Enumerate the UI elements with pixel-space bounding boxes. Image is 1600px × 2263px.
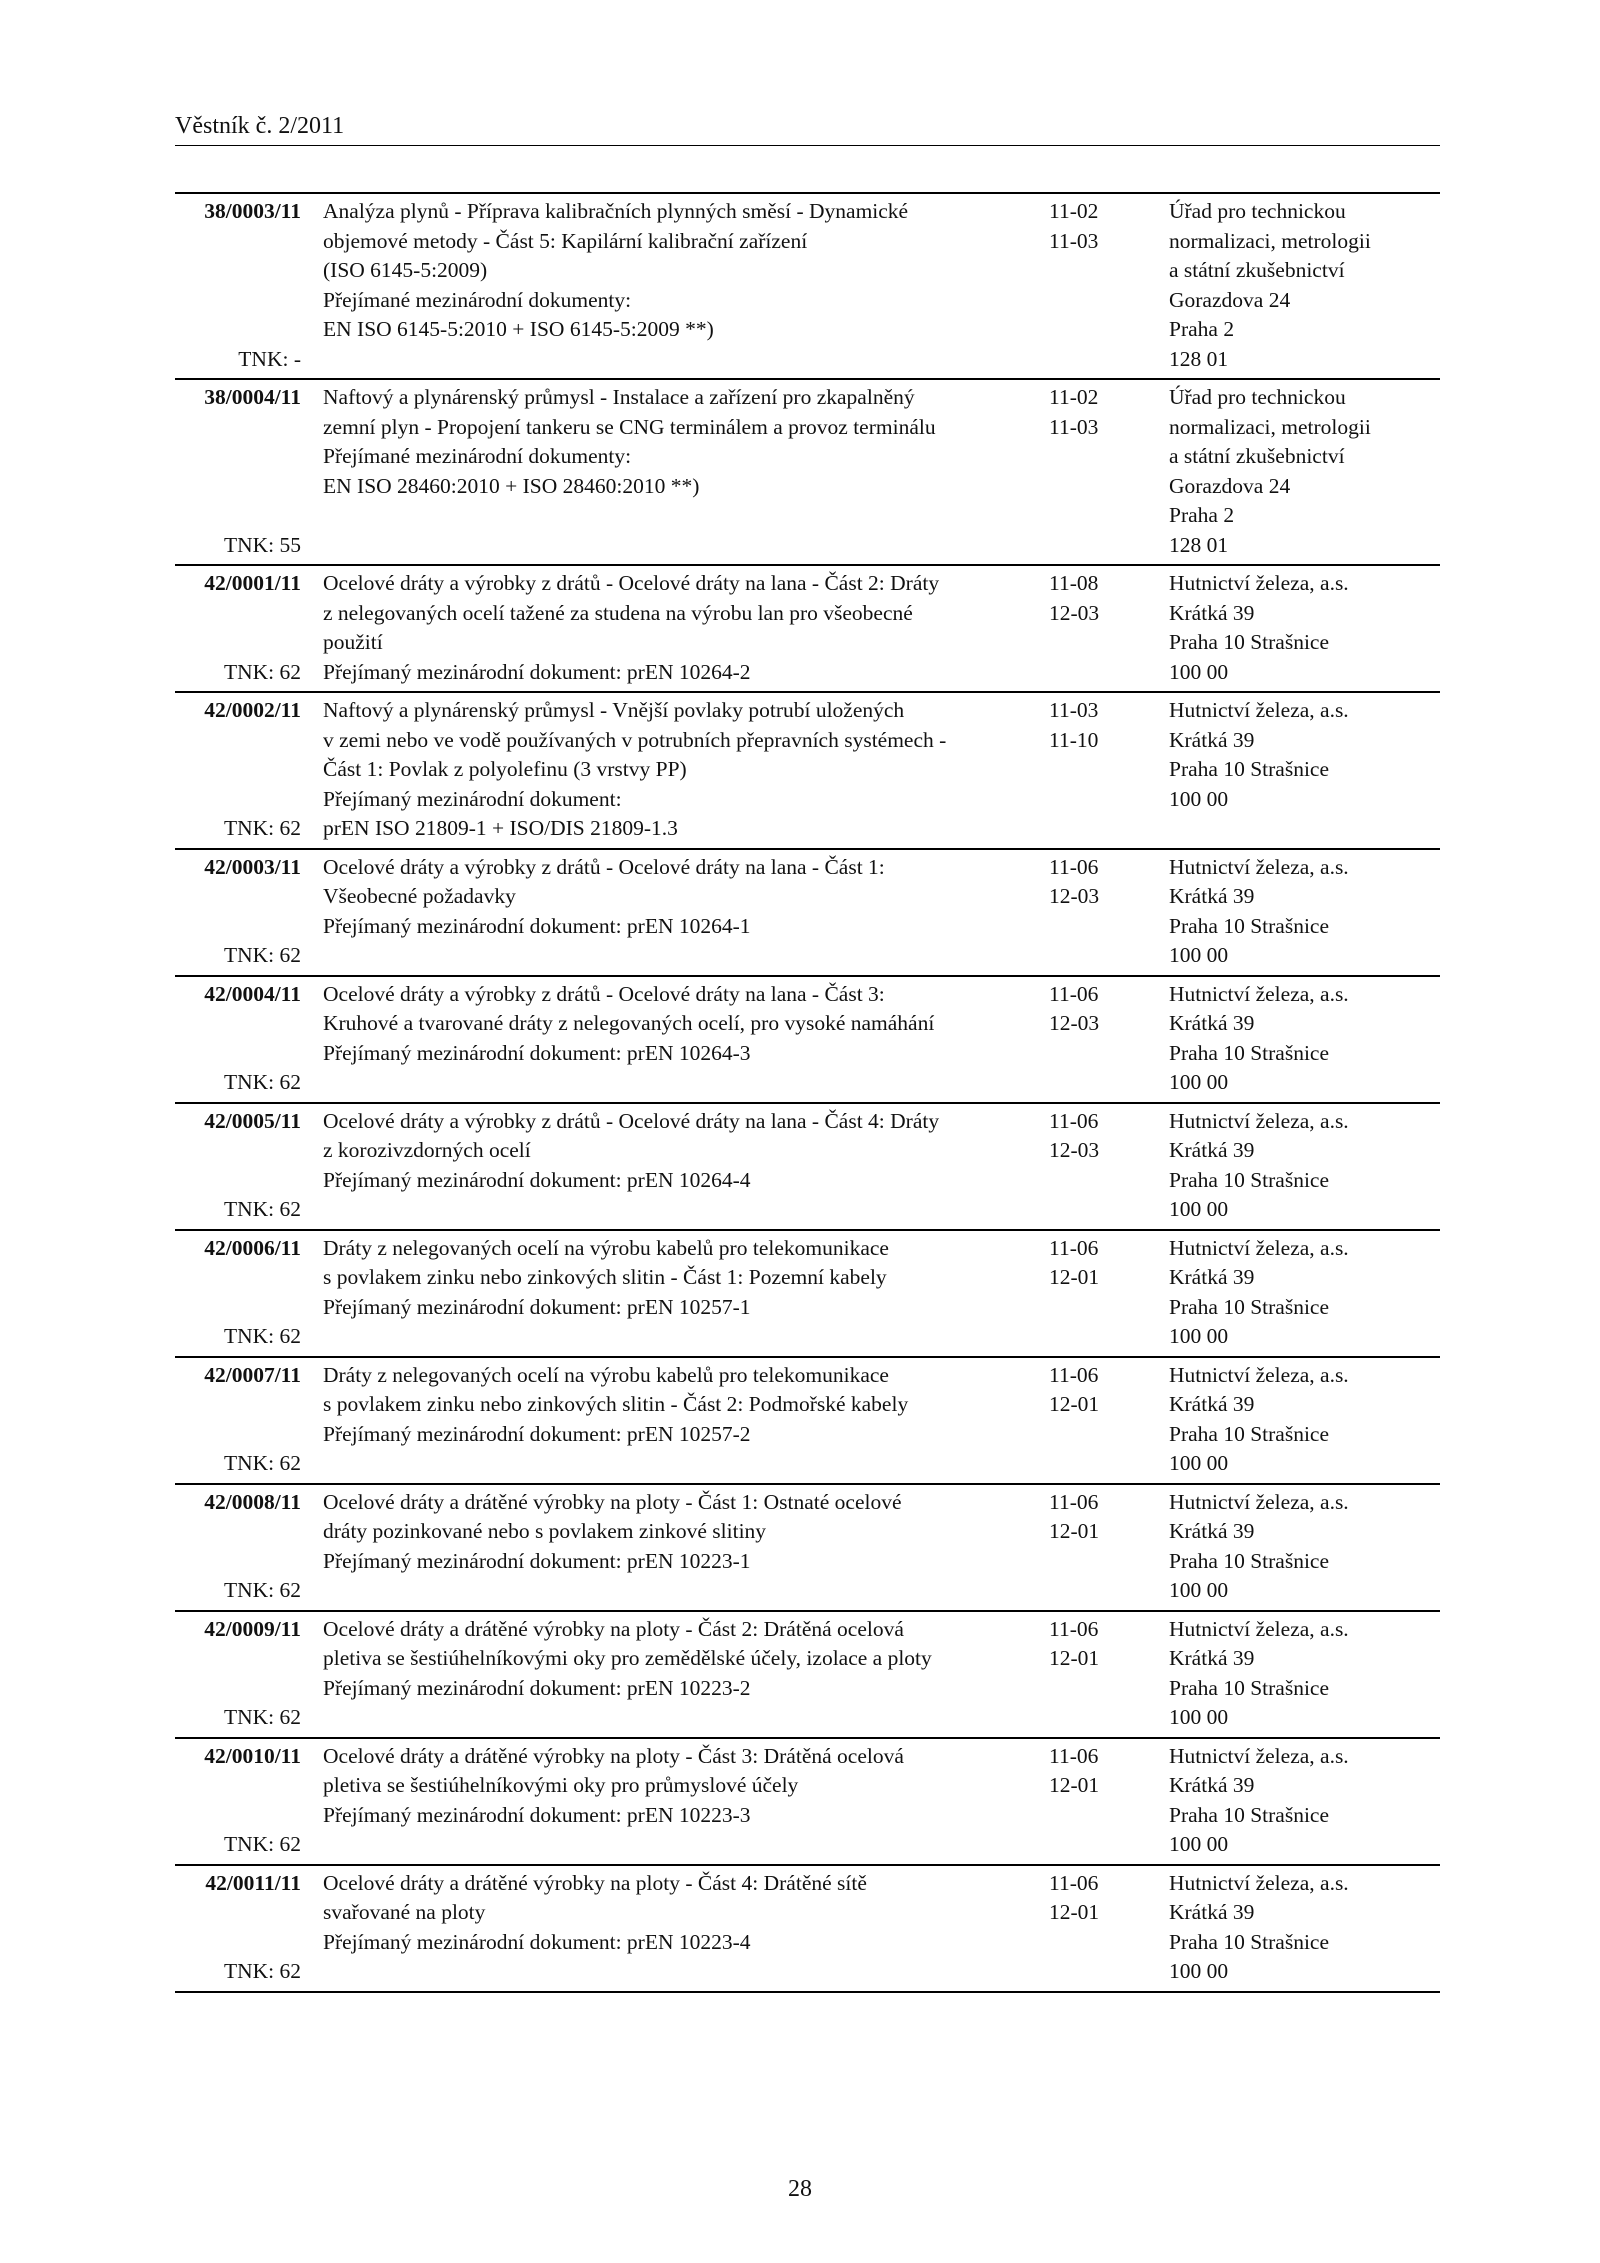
entry-number: 38/0003/11: [204, 199, 301, 223]
entry-code: 11-08: [1049, 571, 1099, 595]
entry-organization-line: Hutnictví železa, a.s.: [1169, 1235, 1349, 1260]
entry-title-cell: [323, 383, 1049, 560]
entry-codes-cell: [1049, 1488, 1169, 1606]
entry-title-line: Ocelové dráty a drátěné výrobky na ploty - Část 4: Drátěné sítě: [323, 1870, 867, 1895]
entry-code: 12-01: [1049, 1900, 1100, 1924]
entry-tnk: TNK: 62: [223, 1451, 301, 1475]
entry-title-line: Přejímaný mezinárodní dokument: prEN 10264-2: [323, 659, 751, 684]
entry-code: 11-06: [1049, 1362, 1099, 1387]
entry-title-line: svařované na ploty: [323, 1900, 486, 1924]
entry-id-cell: [175, 1234, 301, 1352]
entry-organization-line: Hutnictví železa, a.s.: [1169, 1489, 1349, 1514]
entry-organization-line: Praha 10 Strašnice: [1169, 1294, 1330, 1319]
entry-organization-cell: [1169, 853, 1440, 971]
entry-id-cell: [175, 1869, 301, 1987]
entry-organization-line: Úřad pro technickou: [1169, 199, 1346, 223]
entry-title-cell: [323, 980, 1049, 1098]
entry-organization-line: Úřad pro technickou: [1169, 385, 1346, 409]
entry-organization-line: normalizaci, metrologii: [1169, 228, 1371, 253]
running-header: Věstník č. 2/2011: [175, 113, 345, 139]
entry-title-line: pletiva se šestiúhelníkovými oky pro průmyslové účely: [323, 1773, 799, 1797]
entry-title-cell: [323, 1234, 1049, 1352]
entry-tnk: TNK: 62: [223, 1578, 301, 1602]
entry-organization-cell: [1169, 1234, 1440, 1352]
entry-organization-cell: [1169, 197, 1440, 374]
entry-title-line: dráty pozinkované nebo s povlakem zinkové slitiny: [323, 1519, 767, 1543]
entry-code: 11-06: [1049, 1616, 1099, 1641]
entry-organization-line: Krátká 39: [1169, 1519, 1255, 1543]
entry-title-cell: [323, 1361, 1049, 1479]
entry-organization-line: Krátká 39: [1169, 1900, 1255, 1924]
entry-codes-cell: [1049, 1234, 1169, 1352]
entry-organization-line: Praha 2: [1169, 317, 1235, 341]
entry-id-cell: [175, 1488, 301, 1606]
entry-codes-cell: [1049, 696, 1169, 844]
entry-organization-cell: [1169, 383, 1440, 560]
entry-organization-cell: [1169, 696, 1440, 844]
entry-code: 11-06: [1049, 1489, 1099, 1514]
entry-organization-line: Praha 10 Strašnice: [1169, 1929, 1330, 1954]
entry-organization-line: Hutnictví železa, a.s.: [1169, 981, 1349, 1006]
entry-code: 11-06: [1049, 1108, 1099, 1133]
entry-organization-line: Hutnictví železa, a.s.: [1169, 1870, 1349, 1895]
entry-organization-line: 128 01: [1169, 346, 1229, 371]
entry-title-line: Část 1: Povlak z polyolefinu (3 vrstvy PP): [323, 757, 687, 781]
entry-organization-line: 100 00: [1169, 1959, 1229, 1983]
entry-organization-line: Krátká 39: [1169, 600, 1255, 625]
entry-title-line: pletiva se šestiúhelníkovými oky pro zemědělské účely, izolace a ploty: [323, 1646, 932, 1670]
entry-organization-line: Praha 10 Strašnice: [1169, 1548, 1330, 1573]
entry-id-cell: [175, 696, 301, 844]
entry-tnk: TNK: 62: [223, 1959, 301, 1983]
entry-code: 11-03: [1049, 414, 1099, 439]
entry-organization-line: Krátká 39: [1169, 727, 1255, 752]
entry-tnk: TNK: 62: [223, 943, 301, 967]
entry-codes-cell: [1049, 383, 1169, 560]
entry-codes-cell: [1049, 569, 1169, 687]
entry-organization-line: Krátká 39: [1169, 1138, 1255, 1162]
entry-title-line: Naftový a plynárenský průmysl - Vnější povlaky potrubí uložených: [323, 698, 905, 722]
entry-organization-line: Praha 2: [1169, 503, 1235, 527]
entry-organization-line: Hutnictví železa, a.s.: [1169, 1743, 1349, 1768]
entry-title-line: Přejímaný mezinárodní dokument: prEN 10264-4: [323, 1167, 751, 1192]
entry-organization-line: Hutnictví železa, a.s.: [1169, 1362, 1349, 1387]
entry-title-line: Ocelové dráty a drátěné výrobky na ploty - Část 3: Drátěná ocelová: [323, 1743, 904, 1768]
entry-number: 42/0007/11: [204, 1362, 301, 1387]
entry-number: 42/0011/11: [205, 1870, 301, 1895]
entry-title-line: prEN ISO 21809-1 + ISO/DIS 21809-1.3: [323, 816, 678, 840]
entry-organization-line: 100 00: [1169, 1705, 1229, 1729]
entry-tnk: TNK: 62: [223, 1832, 301, 1856]
entry-organization-cell: [1169, 1488, 1440, 1606]
entry-title-cell: [323, 1615, 1049, 1733]
entry-organization-line: Praha 10 Strašnice: [1169, 1040, 1330, 1065]
entry-code: 11-10: [1049, 727, 1099, 752]
entry-code: 11-03: [1049, 698, 1099, 722]
entry-organization-line: normalizaci, metrologii: [1169, 414, 1371, 439]
entry-title-line: Přejímaný mezinárodní dokument: prEN 10223-1: [323, 1548, 751, 1573]
entry-code: 12-03: [1049, 1138, 1100, 1162]
entry-code: 12-03: [1049, 884, 1100, 908]
entry-title-line: Dráty z nelegovaných ocelí na výrobu kabelů pro telekomunikace: [323, 1362, 889, 1387]
entry-code: 11-02: [1049, 385, 1099, 409]
entry-codes-cell: [1049, 1361, 1169, 1479]
entry-organization-line: Hutnictví železa, a.s.: [1169, 571, 1349, 595]
table-row: [175, 192, 1440, 378]
entry-title-line: s povlakem zinku nebo zinkových slitin - Část 2: Podmořské kabely: [323, 1392, 909, 1416]
entry-organization-line: Praha 10 Strašnice: [1169, 1421, 1330, 1446]
table-row: [175, 691, 1440, 848]
entry-organization-line: Praha 10 Strašnice: [1169, 757, 1330, 781]
entry-codes-cell: [1049, 1615, 1169, 1733]
entry-codes-cell: [1049, 1107, 1169, 1225]
entry-title-line: Všeobecné požadavky: [323, 884, 516, 908]
entry-title-line: Analýza plynů - Příprava kalibračních plynných směsí - Dynamické: [323, 199, 909, 223]
entry-title-cell: [323, 1107, 1049, 1225]
entry-organization-line: Gorazdova 24: [1169, 473, 1291, 498]
table-row: [175, 1356, 1440, 1483]
entry-title-line: Ocelové dráty a výrobky z drátů - Ocelové dráty na lana - Část 2: Dráty: [323, 571, 940, 595]
entry-number: 42/0008/11: [204, 1489, 301, 1514]
entry-code: 12-03: [1049, 1011, 1100, 1035]
entry-title-line: Přejímaný mezinárodní dokument: prEN 10264-1: [323, 913, 751, 938]
entry-code: 12-03: [1049, 600, 1100, 625]
entry-organization-cell: [1169, 1107, 1440, 1225]
entry-organization-cell: [1169, 1869, 1440, 1987]
entry-organization-line: 100 00: [1169, 1197, 1229, 1221]
entry-organization-line: Krátká 39: [1169, 1646, 1255, 1670]
entry-code: 11-06: [1049, 981, 1099, 1006]
entry-code: 12-01: [1049, 1392, 1100, 1416]
entry-organization-line: 100 00: [1169, 1578, 1229, 1602]
entry-tnk: TNK: 62: [223, 659, 301, 684]
entry-tnk: TNK: 62: [223, 1324, 301, 1348]
entry-organization-line: Krátká 39: [1169, 1773, 1255, 1797]
entry-title-line: Přejímaný mezinárodní dokument: prEN 10223-2: [323, 1675, 751, 1700]
entry-code: 11-06: [1049, 1235, 1099, 1260]
entry-title-line: Ocelové dráty a výrobky z drátů - Ocelové dráty na lana - Část 3:: [323, 981, 885, 1006]
entry-title-line: z korozivzdorných ocelí: [323, 1138, 531, 1162]
table-row: [175, 1483, 1440, 1610]
entry-id-cell: [175, 1361, 301, 1479]
page-number: 28: [788, 2176, 812, 2202]
entry-title-line: EN ISO 28460:2010 + ISO 28460:2010 **): [323, 473, 700, 498]
entry-id-cell: [175, 853, 301, 971]
entry-code: 12-01: [1049, 1519, 1100, 1543]
entry-organization-line: a státní zkušebnictví: [1169, 444, 1345, 468]
table-row: [175, 1102, 1440, 1229]
entry-code: 12-01: [1049, 1773, 1100, 1797]
entry-title-line: Ocelové dráty a drátěné výrobky na ploty - Část 2: Drátěná ocelová: [323, 1616, 904, 1641]
entry-title-line: v zemi nebo ve vodě používaných v potrubních přepravních systémech -: [323, 727, 947, 752]
table-row: [175, 848, 1440, 975]
entry-title-line: Přejímaný mezinárodní dokument: prEN 10264-3: [323, 1040, 751, 1065]
entry-organization-line: Praha 10 Strašnice: [1169, 630, 1330, 654]
entry-title-line: Přejímané mezinárodní dokumenty:: [323, 287, 632, 312]
entry-tnk: TNK: -: [238, 346, 301, 371]
entry-number: 42/0006/11: [204, 1235, 301, 1260]
entry-title-cell: [323, 853, 1049, 971]
table-row: [175, 564, 1440, 691]
entry-title-line: s povlakem zinku nebo zinkových slitin - Část 1: Pozemní kabely: [323, 1265, 887, 1289]
entry-organization-line: Hutnictví železa, a.s.: [1169, 854, 1349, 879]
entry-code: 11-06: [1049, 854, 1099, 879]
entry-organization-line: Praha 10 Strašnice: [1169, 1675, 1330, 1700]
entry-organization-line: a státní zkušebnictví: [1169, 258, 1345, 282]
entry-title-line: Ocelové dráty a výrobky z drátů - Ocelové dráty na lana - Část 4: Dráty: [323, 1108, 940, 1133]
entry-tnk: TNK: 62: [223, 1070, 301, 1094]
entry-title-line: použití: [323, 630, 383, 654]
entry-id-cell: [175, 383, 301, 560]
entry-organization-cell: [1169, 1361, 1440, 1479]
entry-id-cell: [175, 197, 301, 374]
entry-number: 42/0010/11: [204, 1743, 301, 1768]
entry-organization-line: Gorazdova 24: [1169, 287, 1291, 312]
entry-codes-cell: [1049, 1869, 1169, 1987]
entry-number: 42/0005/11: [204, 1108, 301, 1133]
entry-organization-line: 100 00: [1169, 1451, 1229, 1475]
entry-organization-line: 100 00: [1169, 659, 1229, 684]
entry-organization-line: Hutnictví železa, a.s.: [1169, 1108, 1349, 1133]
entry-organization-line: Hutnictví železa, a.s.: [1169, 698, 1349, 722]
entry-organization-line: 128 01: [1169, 532, 1229, 557]
entry-organization-cell: [1169, 569, 1440, 687]
table-row: [175, 1864, 1440, 1993]
entry-number: 42/0001/11: [204, 571, 301, 595]
entry-codes-cell: [1049, 197, 1169, 374]
entry-id-cell: [175, 569, 301, 687]
entry-code: 11-03: [1049, 228, 1099, 253]
entry-organization-cell: [1169, 1742, 1440, 1860]
entry-title-line: Ocelové dráty a výrobky z drátů - Ocelové dráty na lana - Část 1:: [323, 854, 885, 879]
entry-title-line: EN ISO 6145-5:2010 + ISO 6145-5:2009 **): [323, 317, 714, 341]
entry-organization-line: Hutnictví železa, a.s.: [1169, 1616, 1349, 1641]
entry-number: 38/0004/11: [204, 385, 301, 409]
entry-title-line: Přejímaný mezinárodní dokument: prEN 10257-2: [323, 1421, 751, 1446]
table-row: [175, 1229, 1440, 1356]
entry-tnk: TNK: 62: [223, 1197, 301, 1221]
entry-number: 42/0004/11: [204, 981, 301, 1006]
entry-organization-line: Krátká 39: [1169, 1011, 1255, 1035]
entry-title-line: Přejímaný mezinárodní dokument: prEN 10223-4: [323, 1929, 751, 1954]
entry-title-line: Dráty z nelegovaných ocelí na výrobu kabelů pro telekomunikace: [323, 1235, 889, 1260]
entry-title-line: Přejímaný mezinárodní dokument:: [323, 786, 622, 811]
entry-title-line: Přejímaný mezinárodní dokument: prEN 10223-3: [323, 1802, 751, 1827]
entry-title-line: zemní plyn - Propojení tankeru se CNG terminálem a provoz terminálu: [323, 414, 936, 439]
entry-title-cell: [323, 1869, 1049, 1987]
entry-organization-line: Praha 10 Strašnice: [1169, 1167, 1330, 1192]
entry-title-line: (ISO 6145-5:2009): [323, 258, 488, 282]
entry-code: 12-01: [1049, 1265, 1100, 1289]
entry-tnk: TNK: 62: [223, 1705, 301, 1729]
entry-id-cell: [175, 1615, 301, 1733]
entry-title-cell: [323, 197, 1049, 374]
entry-organization-line: Praha 10 Strašnice: [1169, 1802, 1330, 1827]
standards-table: [175, 192, 1440, 1993]
entry-codes-cell: [1049, 980, 1169, 1098]
entry-organization-line: Krátká 39: [1169, 1392, 1255, 1416]
entry-organization-line: 100 00: [1169, 943, 1229, 967]
table-row: [175, 378, 1440, 564]
entry-number: 42/0003/11: [204, 854, 301, 879]
entry-title-cell: [323, 1488, 1049, 1606]
entry-id-cell: [175, 1107, 301, 1225]
entry-title-line: Naftový a plynárenský průmysl - Instalace a zařízení pro zkapalněný: [323, 385, 915, 409]
entry-id-cell: [175, 980, 301, 1098]
entry-number: 42/0009/11: [204, 1616, 301, 1641]
entry-code: 11-06: [1049, 1870, 1099, 1895]
table-row: [175, 1610, 1440, 1737]
entry-title-line: Přejímaný mezinárodní dokument: prEN 10257-1: [323, 1294, 751, 1319]
entry-codes-cell: [1049, 1742, 1169, 1860]
entry-tnk: TNK: 62: [223, 816, 301, 840]
entry-organization-line: 100 00: [1169, 1070, 1229, 1094]
entry-organization-line: 100 00: [1169, 786, 1229, 811]
entry-title-line: Ocelové dráty a drátěné výrobky na ploty - Část 1: Ostnaté ocelové: [323, 1489, 902, 1514]
entry-organization-line: 100 00: [1169, 1324, 1229, 1348]
entry-code: 12-01: [1049, 1646, 1100, 1670]
entry-organization-line: Krátká 39: [1169, 1265, 1255, 1289]
entry-codes-cell: [1049, 853, 1169, 971]
entry-organization-cell: [1169, 980, 1440, 1098]
entry-id-cell: [175, 1742, 301, 1860]
entry-title-line: objemové metody - Část 5: Kapilární kalibrační zařízení: [323, 228, 808, 253]
table-row: [175, 1737, 1440, 1864]
entry-code: 11-06: [1049, 1743, 1099, 1768]
entry-tnk: TNK: 55: [223, 532, 301, 557]
entry-organization-line: 100 00: [1169, 1832, 1229, 1856]
entry-organization-line: Krátká 39: [1169, 884, 1255, 908]
entry-number: 42/0002/11: [204, 698, 301, 722]
entry-title-line: Přejímané mezinárodní dokumenty:: [323, 444, 632, 468]
entry-organization-line: Praha 10 Strašnice: [1169, 913, 1330, 938]
entry-title-cell: [323, 696, 1049, 844]
table-row: [175, 975, 1440, 1102]
entry-title-cell: [323, 569, 1049, 687]
entry-code: 11-02: [1049, 199, 1099, 223]
entry-title-line: z nelegovaných ocelí tažené za studena na výrobu lan pro všeobecné: [323, 600, 913, 625]
header-rule: [175, 145, 1440, 146]
entry-title-cell: [323, 1742, 1049, 1860]
entry-organization-cell: [1169, 1615, 1440, 1733]
entry-title-line: Kruhové a tvarované dráty z nelegovaných ocelí, pro vysoké namáhání: [323, 1011, 935, 1035]
